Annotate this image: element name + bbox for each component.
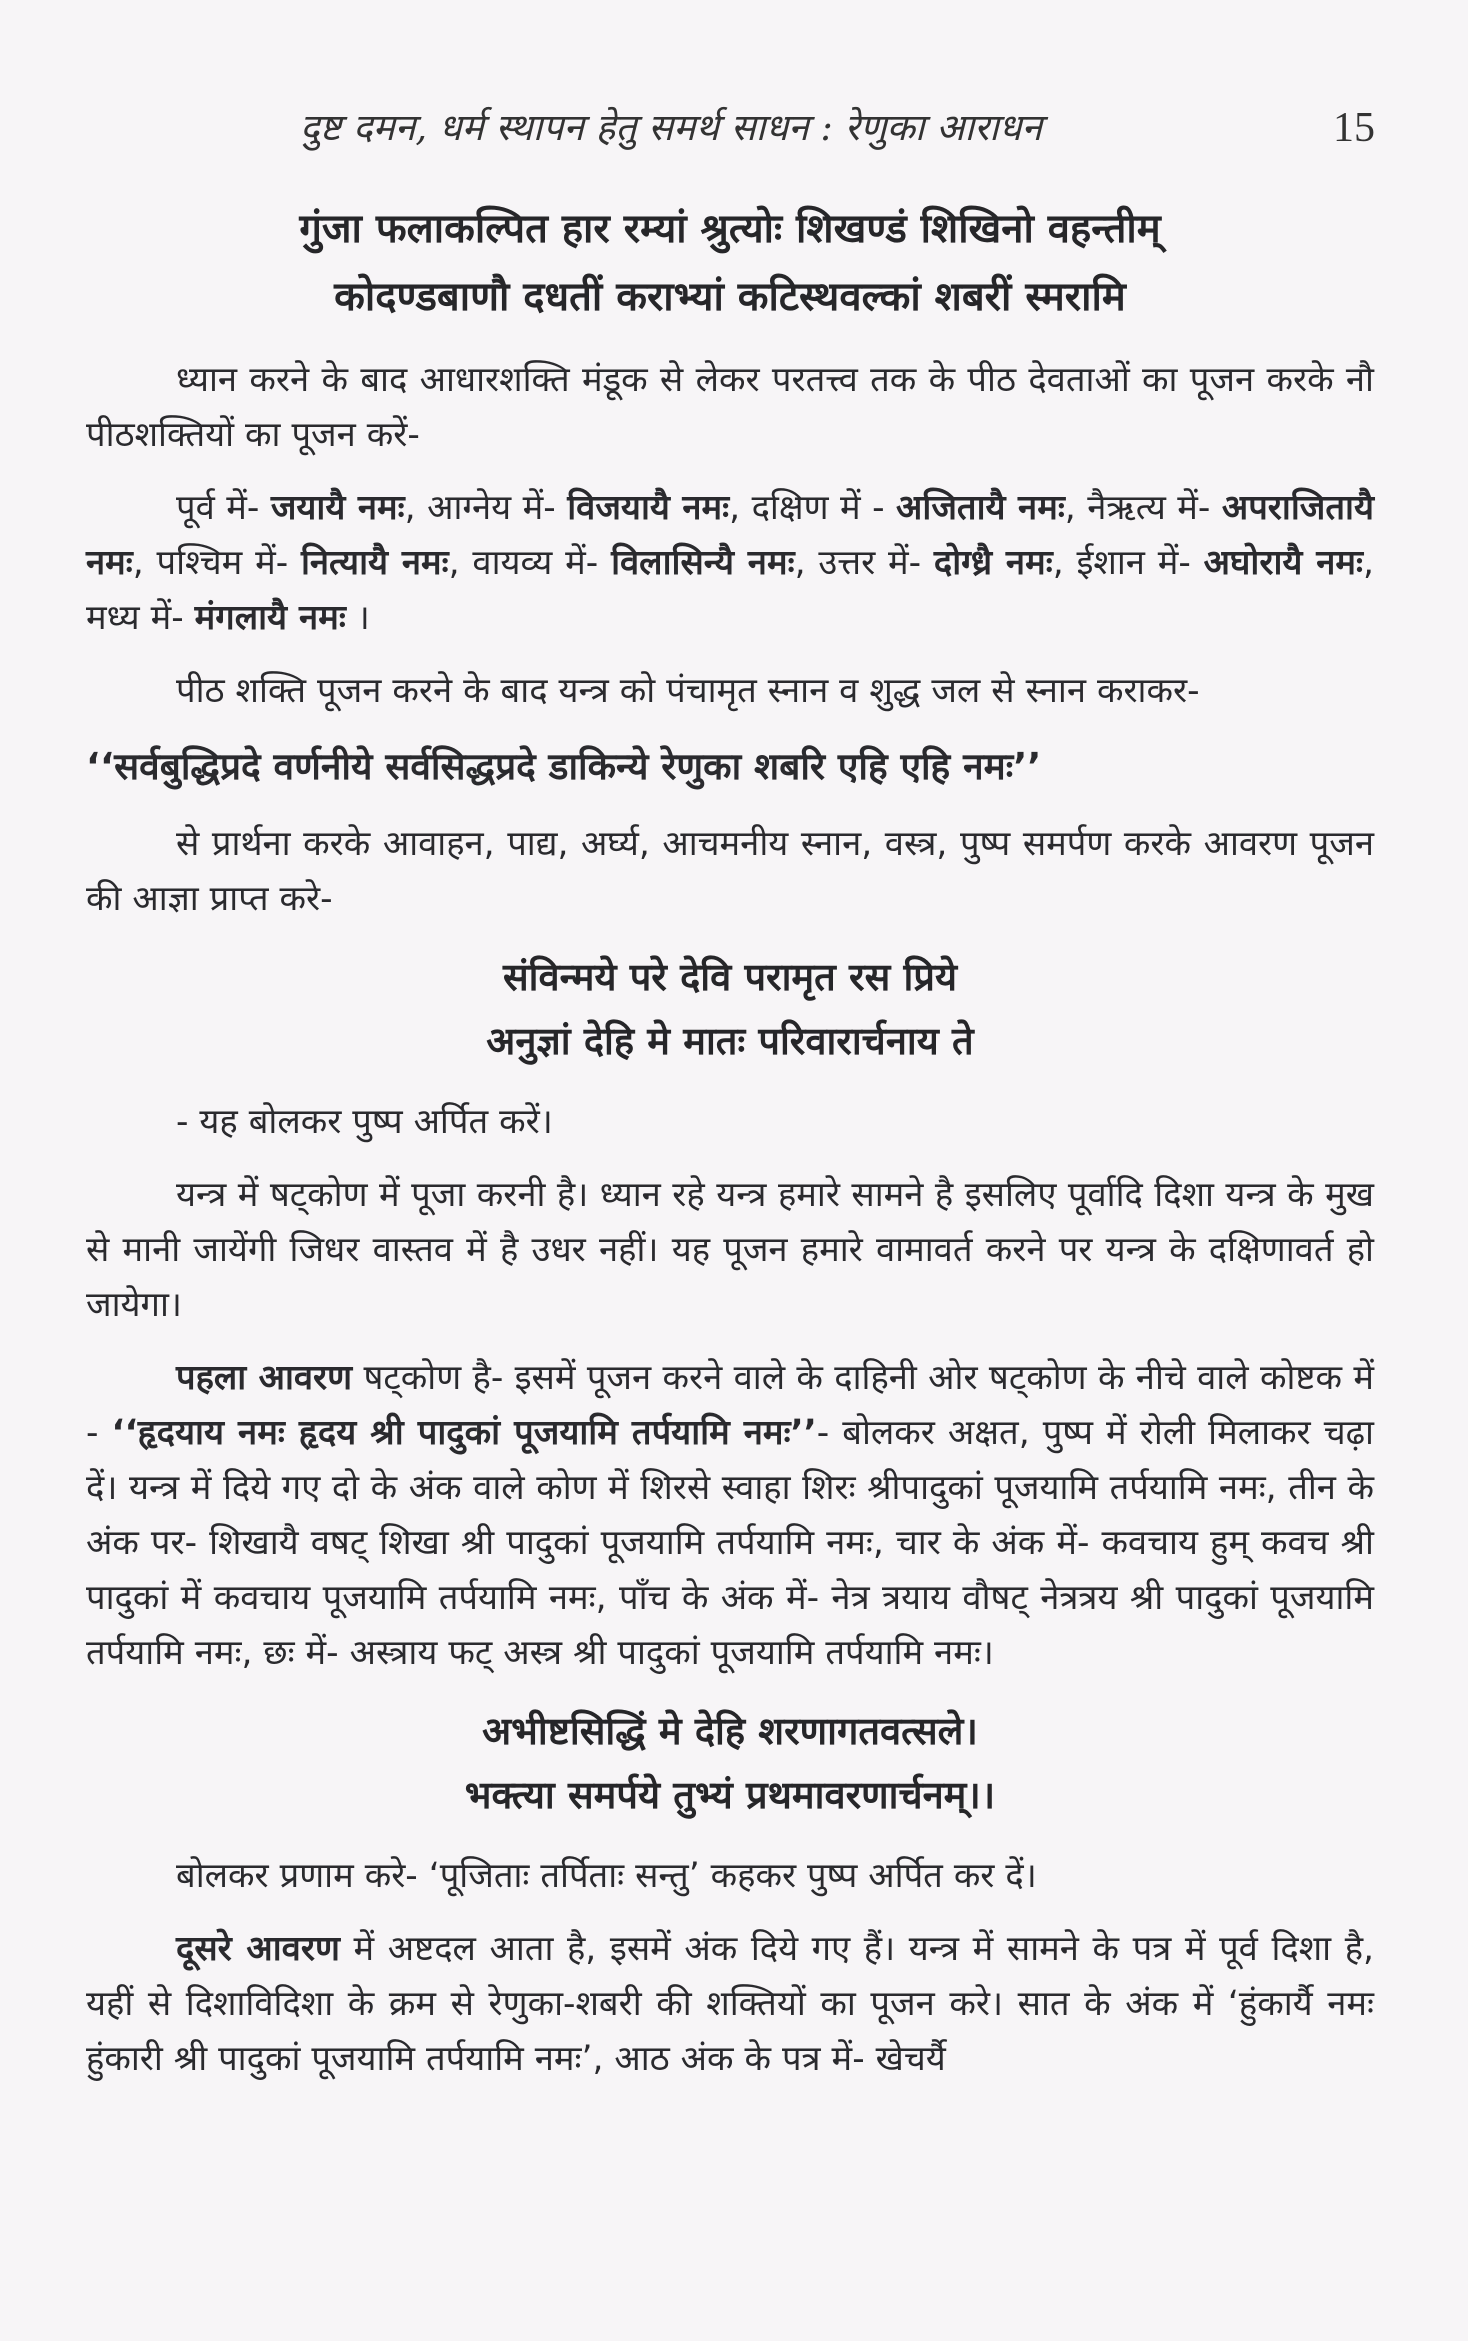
paragraph-dhyan: ध्यान करने के बाद आधारशक्ति मंडूक से लेकर परतत्त्व तक के पीठ देवताओं का पूजन करके नौ पीठशक्तियों का पूजन करें-: [86, 360, 1374, 455]
verse-line: कोदण्डबाणौ दधतीं कराभ्यां कटिस्थवल्कां शबरीं स्मरामि: [334, 274, 1126, 320]
section-heading: पहला आवरण: [176, 1358, 353, 1398]
shakti-name: अजितायै नमः: [896, 488, 1065, 528]
direction-label: , उत्तर में-: [794, 543, 934, 583]
paragraph-peeth-shakti: [86, 481, 1374, 646]
direction-label: पूर्व में-: [176, 488, 271, 528]
anugya-verse: [86, 945, 1374, 1073]
verse-line: अभीष्टसिद्धिं मे देहि शरणागतवत्सले।: [482, 1709, 978, 1753]
shakti-name: अघोरायै नमः: [1203, 543, 1363, 583]
page-header: [300, 98, 1375, 168]
verse-line: संविन्मये परे देवि परामृत रस प्रिये: [502, 955, 957, 999]
paragraph-avaran-1: [86, 1351, 1374, 1681]
avahan-mantra: ‘‘सर्वबुद्धिप्रदे वर्णनीये सर्वसिद्धप्रदे डाकिन्ये रेणुका शबरि एहि एहि नमः’’: [86, 745, 1042, 788]
shakti-name: विजयायै नमः: [567, 488, 730, 528]
running-title: दुष्ट दमन, धर्म स्थापन हेतु समर्थ साधन : रेणुका आराधन: [300, 106, 1043, 149]
page-number: 15: [1333, 105, 1375, 151]
paragraph-pranam: बोलकर प्रणाम करे- ‘पूजिताः तर्पिताः सन्तु’ कहकर पुष्प अर्पित कर दें।: [176, 1856, 1037, 1896]
hridaya-mantra: ‘‘हृदयाय नमः हृदय श्री पादुकां पूजयामि तर्पयामि नमः’’: [111, 1413, 817, 1453]
paragraph-prarthana: से प्रार्थना करके आवाहन, पाद्य, अर्घ्य, आचमनीय स्नान, वस्त्र, पुष्प समर्पण करके आवरण पूजन की आज्ञा प्राप्त करे-: [86, 824, 1374, 919]
direction-label: , आग्नेय में-: [404, 488, 568, 528]
paragraph-avaran-2: [86, 1922, 1374, 2087]
direction-label: , नैऋत्य में-: [1064, 488, 1222, 528]
verse-line: अनुज्ञां देहि मे मातः परिवारार्चनाय ते: [486, 1019, 974, 1063]
shakti-name: नित्यायै नमः: [300, 543, 449, 583]
direction-label: , वायव्य में-: [448, 543, 612, 583]
avaran-text: में अष्टदल आता है, इसमें अंक दिये गए हैं। यन्त्र में सामने के पत्र में पूर्व दिशा है, यहीं से दिशाविदिशा के क्रम से रेणुका-शबरी की शक्तियों का पूजन करे। सात के अंक में ‘हुंकार्यै नमः हुंकारी श्री पादुकां पूजयामि तर्पयामि नमः’, आठ अंक के पत्र में- खेचर्यै: [86, 1929, 1374, 2079]
abhishta-verse: [86, 1699, 1374, 1827]
shakti-name: दोग्ध्रै नमः: [933, 543, 1053, 583]
verse-line: गुंजा फलाकल्पित हार रम्यां श्रुत्योः शिखण्डं शिखिनो वहन्तीम्: [299, 206, 1161, 252]
direction-label: , मध्य में-: [86, 543, 1374, 638]
paragraph-peeth: पीठ शक्ति पूजन करने के बाद यन्त्र को पंचामृत स्नान व शुद्ध जल से स्नान कराकर-: [176, 671, 1200, 711]
verse-line: भक्त्या समर्पये तुभ्यं प्रथमावरणार्चनम्।।: [464, 1773, 996, 1817]
section-heading: दूसरे आवरण: [176, 1929, 340, 1969]
paragraph-yantra: यन्त्र में षट्कोण में पूजा करनी है। ध्यान रहे यन्त्र हमारे सामने है इसलिए पूर्वादि दिशा यन्त्र के मुख से मानी जायेंगी जिधर वास्तव में है उधर नहीं। यह पूजन हमारे वामावर्त करने पर यन्त्र के दक्षिणावर्त हो जायेगा।: [86, 1175, 1374, 1325]
danda: ।: [356, 598, 370, 638]
paragraph-bolkar: - यह बोलकर पुष्प अर्पित करें।: [176, 1102, 553, 1142]
shakti-name: अपराजितायै नमः: [86, 488, 1374, 583]
avaran-text: षट्कोण है- इसमें पूजन करने वाले के दाहिनी ओर षट्कोण के नीचे वाले कोष्टक में -: [86, 1358, 1374, 1453]
direction-label: , पश्चिम में-: [132, 543, 301, 583]
shakti-name: जयायै नमः: [270, 488, 405, 528]
dhyan-verse: [86, 195, 1374, 331]
page-body: [86, 195, 1374, 2105]
direction-label: , दक्षिण में -: [729, 488, 897, 528]
shakti-name: विलासिन्यै नमः: [611, 543, 795, 583]
shakti-name: मंगलायै नमः: [194, 598, 346, 638]
avaran-text: - बोलकर अक्षत, पुष्प में रोली मिलाकर चढ़ा दें। यन्त्र में दिये गए दो के अंक वाले कोण में शिरसे स्वाहा शिरः श्रीपादुकां पूजयामि तर्पयामि नमः, तीन के अंक पर- शिखायै वषट् शिखा श्री पादुकां पूजयामि तर्पयामि नमः, चार के अंक में- कवचाय हुम् कवच श्री पादुकां में कवचाय पूजयामि तर्पयामि नमः, पाँच के अंक में- नेत्र त्रयाय वौषट् नेत्रत्रय श्री पादुकां पूजयामि तर्पयामि नमः, छः में- अस्त्राय फट् अस्त्र श्री पादुकां पूजयामि तर्पयामि नमः।: [86, 1413, 1374, 1673]
direction-label: , ईशान में-: [1052, 543, 1204, 583]
